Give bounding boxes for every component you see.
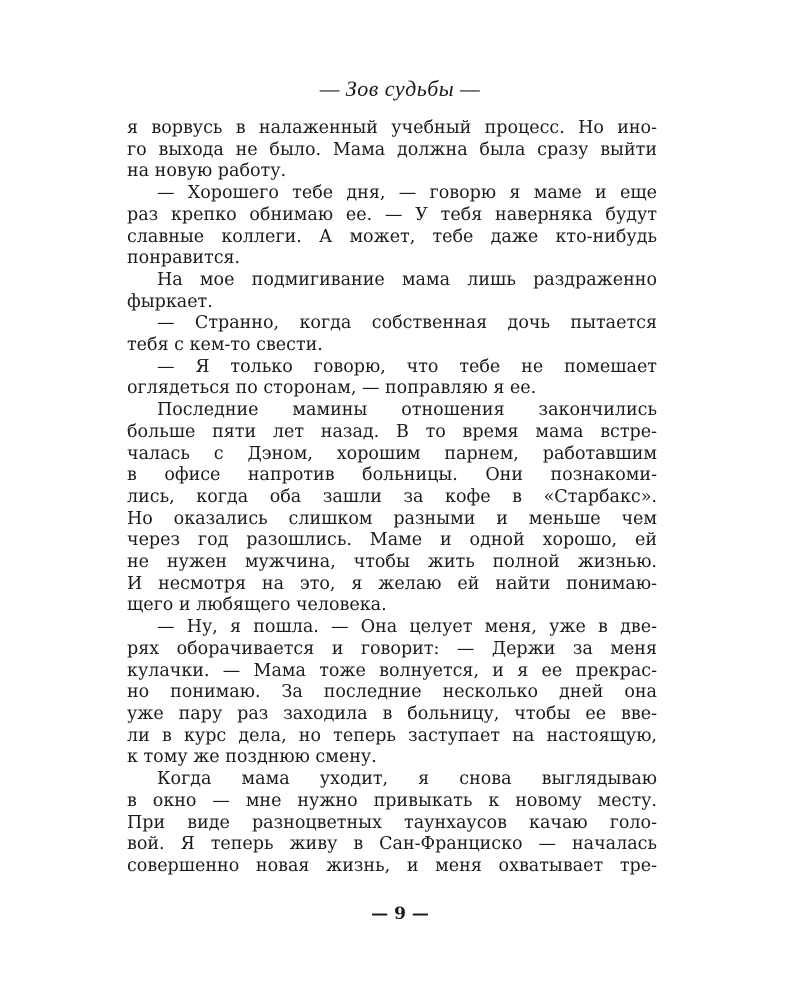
text-line: в окно — мне нужно привыкать к новому месту. — [127, 790, 657, 811]
text-line: — Хорошего тебе дня, — говорю я маме и еще — [157, 183, 657, 204]
text-line: славные коллеги. А может, тебе даже кто-нибудь — [127, 226, 657, 247]
text-line: больше пяти лет назад. В то время мама встре- — [127, 421, 657, 442]
text-line: Но оказались слишком разными и меньше чем — [127, 508, 657, 529]
text-line: в офисе напротив больницы. Они познакоми- — [127, 465, 657, 486]
text-line: щего и любящего человека. — [127, 595, 387, 616]
text-line: кулачки. — Мама тоже волнуется, и я ее прекрас- — [127, 660, 657, 681]
text-line: рях оборачивается и говорит: — Держи за меня — [127, 638, 657, 659]
text-line: Последние мамины отношения закончились — [157, 400, 657, 421]
body-text — [127, 118, 657, 878]
text-line: вой. Я теперь живу в Сан-Франциско — началась — [127, 834, 657, 855]
text-line: ли в курс дела, но теперь заступает на настоящую, — [127, 725, 657, 746]
text-line: — Ну, я пошла. — Она целует меня, уже в две- — [157, 617, 657, 638]
text-line: через год разошлись. Маме и одной хорошо, ей — [127, 530, 657, 551]
text-line: лись, когда оба зашли за кофе в «Старбакс». — [127, 486, 657, 507]
text-line: При виде разноцветных таунхаусов качаю голо- — [127, 812, 657, 833]
text-line: совершенно новая жизнь, и меня охватывает тре- — [127, 855, 657, 876]
text-line: — Странно, когда собственная дочь пытается — [157, 313, 657, 334]
text-line: я ворвусь в налаженный учебный процесс. Но ино- — [127, 118, 657, 138]
running-head: — Зов судьбы — — [319, 76, 481, 101]
text-line: Когда мама уходит, я снова выглядываю — [157, 769, 657, 790]
text-line: И несмотря на это, я желаю ей найти понимаю- — [127, 573, 657, 594]
text-line: го выхода не было. Мама должна была сразу выйти — [127, 139, 657, 160]
text-line: раз крепко обнимаю ее. — У тебя наверняка будут — [127, 204, 657, 225]
text-line: уже пару раз заходила в больницу, чтобы ее вве- — [127, 703, 657, 724]
text-line: тебя с кем-то свести. — [127, 335, 323, 356]
text-line: чалась с Дэном, хорошим парнем, работавшим — [127, 443, 657, 464]
text-line: не нужен мужчина, чтобы жить полной жизнью. — [127, 552, 657, 573]
text-line: фыркает. — [127, 291, 213, 312]
text-line: — Я только говорю, что тебе не помешает — [157, 356, 657, 377]
text-line: но понимаю. За последние несколько дней она — [127, 682, 657, 703]
page-number: — 9 — — [371, 904, 429, 924]
text-line: к тому же позднюю смену. — [127, 747, 377, 768]
text-line: на новую работу. — [127, 161, 287, 182]
text-line: понравится. — [127, 248, 241, 269]
text-line: оглядеться по сторонам, — поправляю я ее. — [127, 378, 537, 399]
text-line: На мое подмигивание мама лишь раздраженно — [157, 269, 657, 290]
